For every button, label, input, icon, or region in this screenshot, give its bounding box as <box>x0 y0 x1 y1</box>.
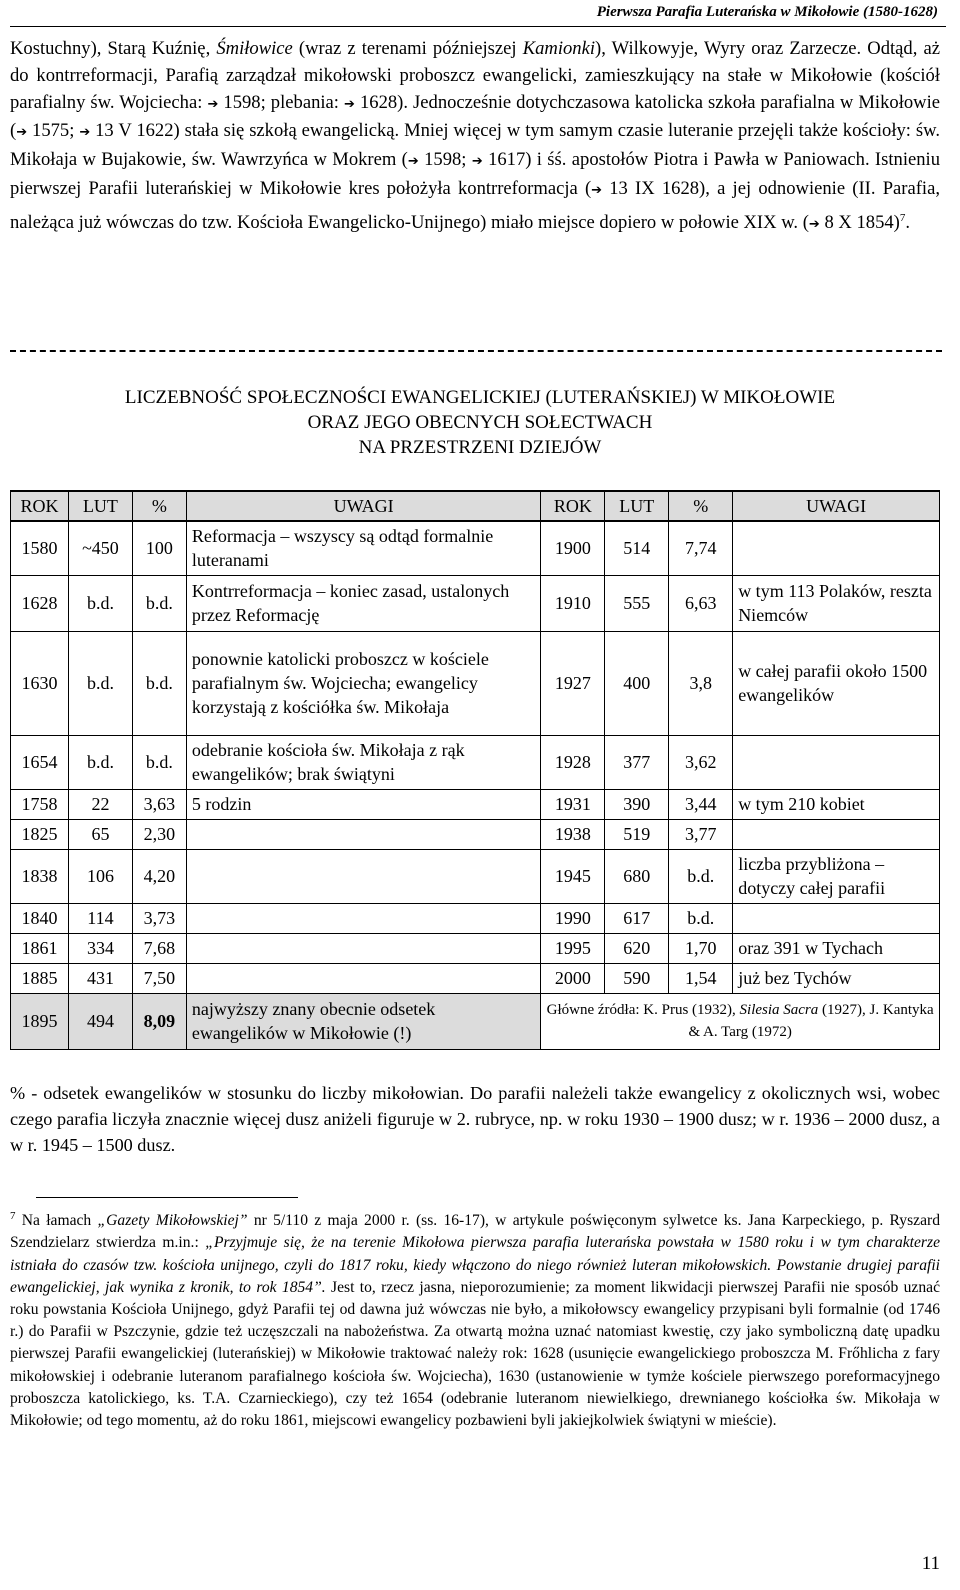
arrow-icon: ➔ <box>79 125 91 141</box>
year-cell: 1927 <box>541 631 605 735</box>
remarks-cell <box>186 903 540 933</box>
year-cell: 1931 <box>541 789 605 819</box>
table-row <box>11 963 940 993</box>
year-cell: 1900 <box>541 521 605 575</box>
year-cell: 1825 <box>11 819 69 849</box>
percent-cell: b.d. <box>132 575 186 631</box>
table-row <box>11 933 940 963</box>
text-span: „Gazety Mikołowskiej” <box>97 1212 248 1230</box>
remarks-cell: oraz 391 w Tychach <box>733 933 940 963</box>
arrow-icon: ➔ <box>16 125 28 141</box>
count-cell: 620 <box>605 933 669 963</box>
arrow-icon: ➔ <box>207 96 219 112</box>
percent-cell: 3,77 <box>669 819 733 849</box>
table-row <box>11 575 940 631</box>
table-row <box>11 789 940 819</box>
count-cell: 680 <box>605 849 669 903</box>
count-cell: ~450 <box>68 521 132 575</box>
count-cell: 555 <box>605 575 669 631</box>
text-span: LICZEBNOŚĆ SPOŁECZNOŚCI EWANGELICKIEJ (LUTERAŃSKIEJ) W MIKOŁOWIE <box>124 387 836 408</box>
percent-cell: b.d. <box>669 849 733 903</box>
count-cell: 617 <box>605 903 669 933</box>
percent-cell: b.d. <box>669 903 733 933</box>
remarks-cell <box>186 933 540 963</box>
year-cell: 1895 <box>11 993 69 1049</box>
count-cell: 494 <box>68 993 132 1049</box>
arrow-icon: ➔ <box>407 154 419 170</box>
intro-paragraph <box>10 36 940 239</box>
year-cell: 1938 <box>541 819 605 849</box>
header-cell: ROK <box>11 491 69 521</box>
table-row <box>11 819 940 849</box>
text-span: Na łamach <box>15 1212 98 1230</box>
percent-cell: 4,20 <box>132 849 186 903</box>
remarks-cell: Kontrreformacja – koniec zasad, ustalonych przez Reformację <box>186 575 540 631</box>
text-span: 1598; <box>418 149 472 171</box>
count-cell: b.d. <box>68 575 132 631</box>
text-span: 1598; plebania: <box>218 91 345 113</box>
count-cell: 590 <box>605 963 669 993</box>
table-row-highlight <box>11 993 940 1049</box>
remarks-cell <box>186 819 540 849</box>
percent-cell: 3,63 <box>132 789 186 819</box>
arrow-icon: ➔ <box>344 96 355 112</box>
year-cell: 1580 <box>11 521 69 575</box>
header-cell: % <box>132 491 186 521</box>
count-cell: 114 <box>68 903 132 933</box>
remarks-cell <box>733 521 940 575</box>
sources-cell <box>541 993 940 1049</box>
percent-cell: 3,73 <box>132 903 186 933</box>
percent-cell: 1,70 <box>669 933 733 963</box>
table-row <box>11 849 940 903</box>
count-cell: 65 <box>68 819 132 849</box>
header-rule <box>10 26 946 27</box>
text-span: Silesia Sacra <box>739 1002 819 1018</box>
remarks-cell: już bez Tychów <box>733 963 940 993</box>
year-cell: 1928 <box>541 735 605 789</box>
table-header-row <box>11 491 940 521</box>
remarks-cell: w tym 210 kobiet <box>733 789 940 819</box>
text-span: % - odsetek ewangelików w stosunku do liczby mikołowian. Do parafii należeli także ewangelicy z okolicznych wsi, wobec czego parafia liczyła znacznie więcej dusz aniżeli figuruje w 2. rubryce, np. w roku 1930 – 1900 dusz; w r. 1936 – 2000 dusz, a w r. 1945 – 1500 dusz. <box>10 1083 940 1155</box>
text-span: 1575; <box>27 120 80 142</box>
text-span: 1617) i śś. apostołów Piotra i Pawła w Paniowach. Istnieniu pierwszej Parafii luterańskiej w Mikołowie kres położyła kontrreformacja ( <box>10 149 941 199</box>
table-title <box>0 385 960 460</box>
count-cell: 377 <box>605 735 669 789</box>
count-cell: 334 <box>68 933 132 963</box>
text-span: 1628). Jednocześnie dotychczasowa katolicka szkoła parafialna w Mikołowie ( <box>10 91 940 142</box>
footnote-ref[interactable]: 7 <box>899 211 906 224</box>
text-span: „Przyjmuje się, że na terenie Mikołowa pierwsza parafia luterańska powstała w 1580 roku i w tym charakterze istniała do czasów tzw. kościoła unijnego, czyli do 1817 roku, kiedy włączono do niego również luteran mikołowskich. Powstanie drugiej parafii ewangelickiej, jak wynika z kronik, to rok 1854”. <box>10 1234 940 1296</box>
text-span: Kostuchny), Starą Kuźnię, <box>10 38 217 59</box>
table-note <box>10 1080 940 1158</box>
percent-cell: 7,68 <box>132 933 186 963</box>
count-cell: 400 <box>605 631 669 735</box>
text-span: Jest to, rzecz jasna, nieporozumienie; za moment likwidacji pierwszej Parafii nie sposób uznać roku powstania Kościoła Unijnego, gdyż Parafii tej od dawna już wówczas nie było, a mikołowscy ewangelicy przypisani byli formalnie (od 1746 r.) do Parafii w Pszczynie, gdzie też uczęszczali na nabożeństwa. Za otwartą można uznać natomiast kwestię, czy jako symboliczną datę upadku pierwszej Parafii ewangelickiej (luterańskiej) w Mikołowie traktować należy rok: 1628 (usunięcie ewangelickiego proboszcza M. Frőhlicha z fary mikołowskiej i odebranie luteranom parafialnego kościoła św. Wojciecha), 1630 (ustanowienie w tymże kościele pierwszego poreformacyjnego proboszcza katolickiego, ks. T.A. Czarnieckiego), czy też 1654 (odebranie luteranom niewielkiego, drewnianego kościołka św. Mikołaja w Mikołowie; od tego momentu, aż do roku 1861, miejscowi ewangelicy pozbawieni byli jakiejkolwiek świątyni w mieście). <box>10 1278 940 1430</box>
count-cell: 431 <box>68 963 132 993</box>
year-cell: 1758 <box>11 789 69 819</box>
arrow-icon: ➔ <box>591 182 603 198</box>
count-cell: 514 <box>605 521 669 575</box>
text-span: ORAZ JEGO OBECNYCH SOŁECTWACH <box>307 412 653 433</box>
year-cell: 1840 <box>11 903 69 933</box>
remarks-cell: 5 rodzin <box>186 789 540 819</box>
count-cell: b.d. <box>68 631 132 735</box>
header-cell: UWAGI <box>733 491 940 521</box>
page-number: 11 <box>921 1553 940 1574</box>
percent-cell: b.d. <box>132 631 186 735</box>
year-cell: 1995 <box>541 933 605 963</box>
text-span: (1927), J. Kantyka & A. Targ (1972) <box>688 1002 934 1040</box>
percent-cell: 7,50 <box>132 963 186 993</box>
year-cell: 1910 <box>541 575 605 631</box>
percent-cell: 3,8 <box>669 631 733 735</box>
footnote-number: 7 <box>10 1210 16 1222</box>
header-cell: LUT <box>605 491 669 521</box>
header-cell: LUT <box>68 491 132 521</box>
running-head: Pierwsza Parafia Luterańska w Mikołowie (1580-1628) <box>596 4 938 20</box>
remarks-cell: najwyższy znany obecnie odsetek ewangelików w Mikołowie (!) <box>186 993 540 1049</box>
text-span: NA PRZESTRZENI DZIEJÓW <box>358 437 602 458</box>
remarks-cell: w całej parafii około 1500 ewangelików <box>733 631 940 735</box>
percent-cell: 7,74 <box>669 521 733 575</box>
year-cell: 1630 <box>11 631 69 735</box>
percent-cell: 6,63 <box>669 575 733 631</box>
arrow-icon: ➔ <box>471 154 483 170</box>
count-cell: 519 <box>605 819 669 849</box>
text-span: 13 V 1622) stała się szkołą ewangelicką. Mniej więcej w tym samym czasie luteranie przejęli także kościoły: św. Mikołaja w Bujakowie, św. Wawrzyńca w Mokrem ( <box>10 120 941 171</box>
arrow-icon: ➔ <box>808 216 820 232</box>
percent-cell: 3,62 <box>669 735 733 789</box>
footnote <box>10 1205 940 1432</box>
remarks-cell <box>733 819 940 849</box>
remarks-cell <box>186 963 540 993</box>
text-span: ), Wilkowyje, Wyry oraz Zarzecze. Odtąd, aż do kontrreformacji, Parafią zarządzał mikołowski proboszcz ewangelicki, zamieszkujący na stałe w Mikołowie (kościół parafialny św. Wojciecha: <box>10 38 940 113</box>
remarks-cell: ponownie katolicki proboszcz w kościele parafialnym św. Wojciecha; ewangelicy korzystają z kościółka św. Mikołaja <box>186 631 540 735</box>
text-span: . <box>905 211 911 233</box>
percent-cell: b.d. <box>132 735 186 789</box>
table-row <box>11 735 940 789</box>
year-cell: 1885 <box>11 963 69 993</box>
table-row <box>11 631 940 735</box>
percent-cell: 3,44 <box>669 789 733 819</box>
count-cell: 22 <box>68 789 132 819</box>
remarks-cell: liczba przybliżona – dotyczy całej parafii <box>733 849 940 903</box>
header-cell: % <box>669 491 733 521</box>
text-span: 13 IX 1628), a jej odnowienie (II. Parafia, należąca już wówczas do tzw. Kościoła Ewangelicko-Unijnego) miało miejsce dopiero w połowie XIX w. ( <box>10 177 940 233</box>
dashed-separator <box>10 350 942 352</box>
count-cell: b.d. <box>68 735 132 789</box>
remarks-cell: w tym 113 Polaków, reszta Niemców <box>733 575 940 631</box>
remarks-cell <box>186 849 540 903</box>
percent-cell: 1,54 <box>669 963 733 993</box>
year-cell: 1628 <box>11 575 69 631</box>
statistics-table <box>10 490 940 1050</box>
footnote-rule <box>36 1197 298 1198</box>
year-cell: 1990 <box>541 903 605 933</box>
percent-cell: 100 <box>132 521 186 575</box>
text-span: Kamionki <box>522 38 595 59</box>
year-cell: 1654 <box>11 735 69 789</box>
count-cell: 106 <box>68 849 132 903</box>
percent-cell: 2,30 <box>132 819 186 849</box>
year-cell: 1861 <box>11 933 69 963</box>
remarks-cell <box>733 903 940 933</box>
text-span: nr 5/110 z maja 2000 r. (ss. 16-17), w artykule poświęconym sylwetce ks. Jana Karpeckiego, p. Ryszard Szendzielarz stwierdza m.in.: <box>10 1212 940 1252</box>
year-cell: 1838 <box>11 849 69 903</box>
year-cell: 1945 <box>541 849 605 903</box>
header-cell: UWAGI <box>186 491 540 521</box>
text-span: Śmiłowice <box>216 38 293 59</box>
percent-cell: 8,09 <box>132 993 186 1049</box>
text-span: (wraz z terenami późniejszej <box>292 38 523 59</box>
text-span: Główne źródła: K. Prus (1932), <box>546 1002 740 1018</box>
remarks-cell: Reformacja – wszyscy są odtąd formalnie luteranami <box>186 521 540 575</box>
remarks-cell: odebranie kościoła św. Mikołaja z rąk ewangelików; brak świątyni <box>186 735 540 789</box>
year-cell: 2000 <box>541 963 605 993</box>
header-cell: ROK <box>541 491 605 521</box>
table-row <box>11 521 940 575</box>
table-row <box>11 903 940 933</box>
text-span: 8 X 1854) <box>819 211 900 233</box>
count-cell: 390 <box>605 789 669 819</box>
remarks-cell <box>733 735 940 789</box>
